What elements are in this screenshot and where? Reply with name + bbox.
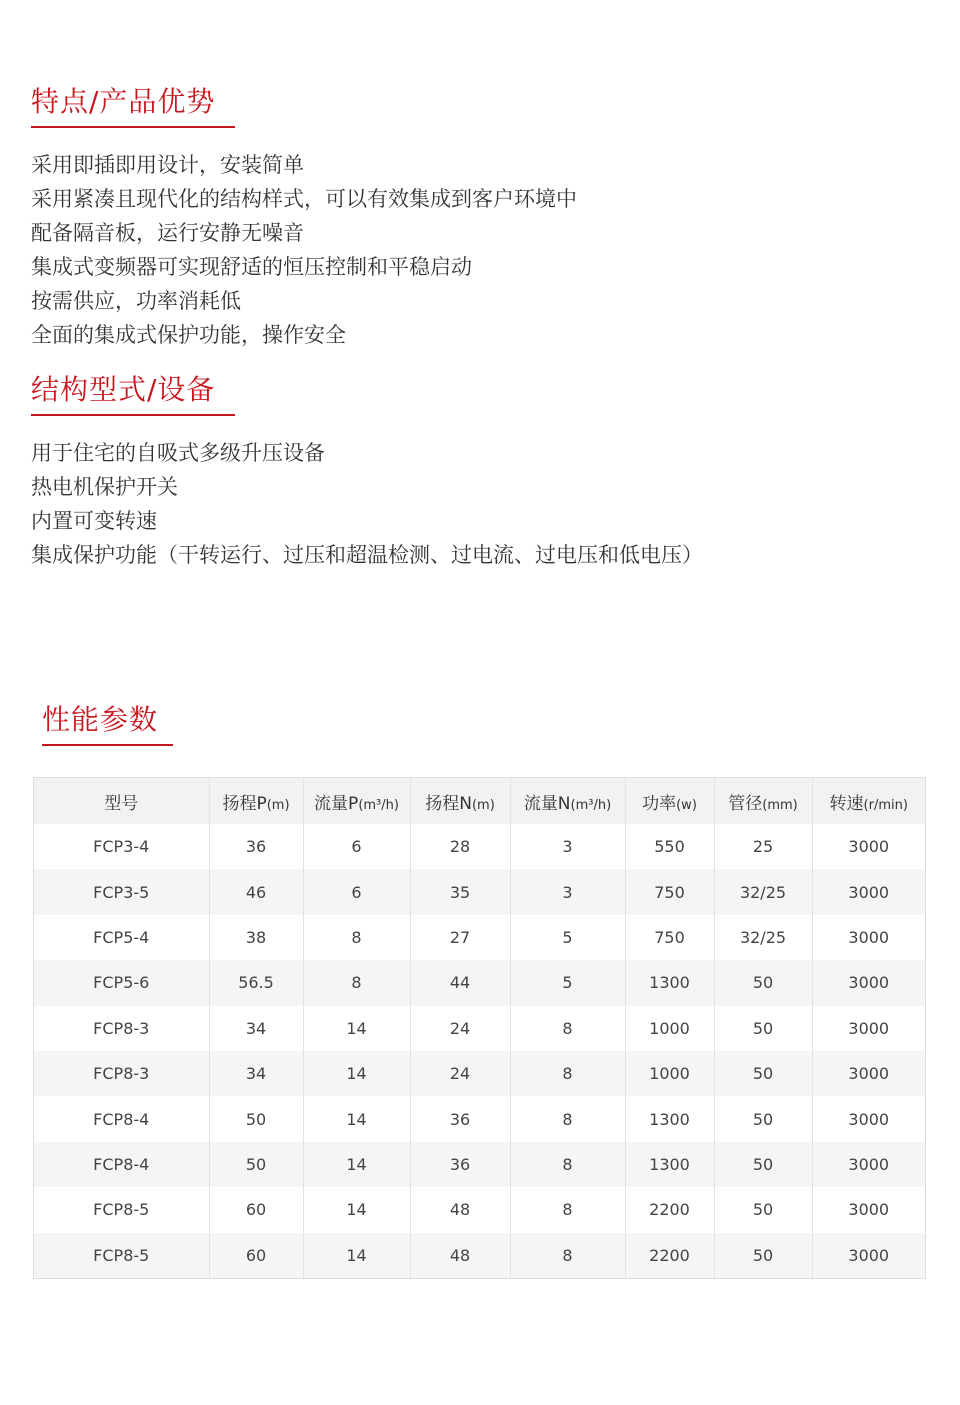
table-cell: 14 — [303, 1233, 410, 1278]
table-cell: FCP8-5 — [34, 1187, 209, 1232]
header-speed: 转速(r/min) — [812, 778, 925, 824]
table-cell: 25 — [714, 824, 812, 869]
list-item: 集成式变频器可实现舒适的恒压控制和平稳启动 — [31, 255, 472, 279]
table-cell: 56.5 — [209, 960, 303, 1005]
table-cell: 50 — [714, 1006, 812, 1051]
table-cell: 3000 — [812, 960, 925, 1005]
table-cell: 32/25 — [714, 915, 812, 960]
table-cell: 550 — [625, 824, 714, 869]
table-cell: 50 — [209, 1096, 303, 1141]
table-cell: 14 — [303, 1006, 410, 1051]
table-cell: 8 — [510, 1006, 625, 1051]
table-cell: FCP5-4 — [34, 915, 209, 960]
table-cell: FCP3-4 — [34, 824, 209, 869]
table-cell: 3000 — [812, 869, 925, 914]
table-cell: 5 — [510, 915, 625, 960]
table-cell: 48 — [410, 1233, 510, 1278]
table-row — [34, 960, 925, 1005]
table-cell: 46 — [209, 869, 303, 914]
list-item: 用于住宅的自吸式多级升压设备 — [31, 441, 325, 465]
list-item: 全面的集成式保护功能，操作安全 — [31, 323, 346, 347]
header-power: 功率(w) — [625, 778, 714, 824]
table-cell: FCP8-4 — [34, 1142, 209, 1187]
table-cell: 3 — [510, 869, 625, 914]
table-cell: 48 — [410, 1187, 510, 1232]
table-row — [34, 869, 925, 914]
structure-title: 结构型式/设备 — [31, 372, 215, 414]
table-cell: 34 — [209, 1006, 303, 1051]
table-cell: 6 — [303, 824, 410, 869]
table-cell: 2200 — [625, 1233, 714, 1278]
table-cell: 3000 — [812, 1096, 925, 1141]
table-cell: 50 — [209, 1142, 303, 1187]
table-row — [34, 824, 925, 869]
table-row — [34, 1051, 925, 1096]
table-row — [34, 1187, 925, 1232]
table-cell: 14 — [303, 1096, 410, 1141]
table-cell: 1300 — [625, 960, 714, 1005]
table-cell: 8 — [510, 1142, 625, 1187]
table-cell: 3000 — [812, 915, 925, 960]
table-cell: 750 — [625, 869, 714, 914]
table-cell: 3000 — [812, 1233, 925, 1278]
advantages-title: 特点/产品优势 — [31, 84, 215, 126]
table-cell: 3000 — [812, 824, 925, 869]
header-flow-p: 流量P(m³/h) — [303, 778, 410, 824]
table-cell: 2200 — [625, 1187, 714, 1232]
header-flow-n: 流量N(m³/h) — [510, 778, 625, 824]
table-cell: 3000 — [812, 1051, 925, 1096]
list-item: 内置可变转速 — [31, 509, 157, 533]
table-cell: 38 — [209, 915, 303, 960]
table-cell: 50 — [714, 1187, 812, 1232]
table-header-row — [34, 778, 925, 824]
table-cell: 8 — [510, 1096, 625, 1141]
table-cell: FCP8-3 — [34, 1051, 209, 1096]
table-cell: 24 — [410, 1006, 510, 1051]
list-item: 按需供应，功率消耗低 — [31, 289, 241, 313]
table-cell: 50 — [714, 1142, 812, 1187]
table-cell: 1300 — [625, 1142, 714, 1187]
table-cell: 44 — [410, 960, 510, 1005]
table-cell: FCP5-6 — [34, 960, 209, 1005]
table-cell: 1300 — [625, 1096, 714, 1141]
table-cell: 50 — [714, 960, 812, 1005]
table-cell: 3000 — [812, 1142, 925, 1187]
advantages-list — [31, 148, 577, 352]
table-row — [34, 1006, 925, 1051]
table-cell: 50 — [714, 1051, 812, 1096]
table-cell: 28 — [410, 824, 510, 869]
header-head-n: 扬程N(m) — [410, 778, 510, 824]
table-cell: 3 — [510, 824, 625, 869]
table-cell: 14 — [303, 1051, 410, 1096]
table-cell: 50 — [714, 1233, 812, 1278]
header-head-p: 扬程P(m) — [209, 778, 303, 824]
table-cell: 3000 — [812, 1187, 925, 1232]
table-cell: 24 — [410, 1051, 510, 1096]
table-cell: 60 — [209, 1187, 303, 1232]
table-cell: 35 — [410, 869, 510, 914]
table-cell: 14 — [303, 1187, 410, 1232]
list-item: 集成保护功能（干转运行、过压和超温检测、过电流、过电压和低电压） — [31, 543, 703, 567]
list-item: 配备隔音板，运行安静无噪音 — [31, 221, 304, 245]
table-cell: FCP3-5 — [34, 869, 209, 914]
table-cell: 8 — [510, 1187, 625, 1232]
table-cell: FCP8-3 — [34, 1006, 209, 1051]
header-model: 型号 — [34, 778, 209, 824]
table-row — [34, 1096, 925, 1141]
table-cell: 32/25 — [714, 869, 812, 914]
table-cell: 6 — [303, 869, 410, 914]
performance-table — [33, 777, 926, 1279]
table-cell: 27 — [410, 915, 510, 960]
table-cell: 36 — [410, 1096, 510, 1141]
table-cell: 3000 — [812, 1006, 925, 1051]
table-cell: FCP8-4 — [34, 1096, 209, 1141]
table-row — [34, 915, 925, 960]
table-cell: 36 — [410, 1142, 510, 1187]
table-cell: 1000 — [625, 1051, 714, 1096]
performance-title: 性能参数 — [42, 702, 158, 744]
table-cell: 750 — [625, 915, 714, 960]
table-row — [34, 1233, 925, 1278]
structure-list — [31, 436, 703, 572]
table-cell: 34 — [209, 1051, 303, 1096]
table-cell: FCP8-5 — [34, 1233, 209, 1278]
table-row — [34, 1142, 925, 1187]
table-cell: 1000 — [625, 1006, 714, 1051]
table-cell: 14 — [303, 1142, 410, 1187]
list-item: 热电机保护开关 — [31, 475, 178, 499]
table-cell: 60 — [209, 1233, 303, 1278]
table-cell: 8 — [510, 1233, 625, 1278]
table-cell: 5 — [510, 960, 625, 1005]
list-item: 采用紧凑且现代化的结构样式，可以有效集成到客户环境中 — [31, 187, 577, 211]
list-item: 采用即插即用设计，安装简单 — [31, 153, 304, 177]
header-pipe: 管径(mm) — [714, 778, 812, 824]
table-cell: 8 — [303, 915, 410, 960]
table-cell: 50 — [714, 1096, 812, 1141]
table-cell: 8 — [303, 960, 410, 1005]
table-cell: 8 — [510, 1051, 625, 1096]
table-cell: 36 — [209, 824, 303, 869]
